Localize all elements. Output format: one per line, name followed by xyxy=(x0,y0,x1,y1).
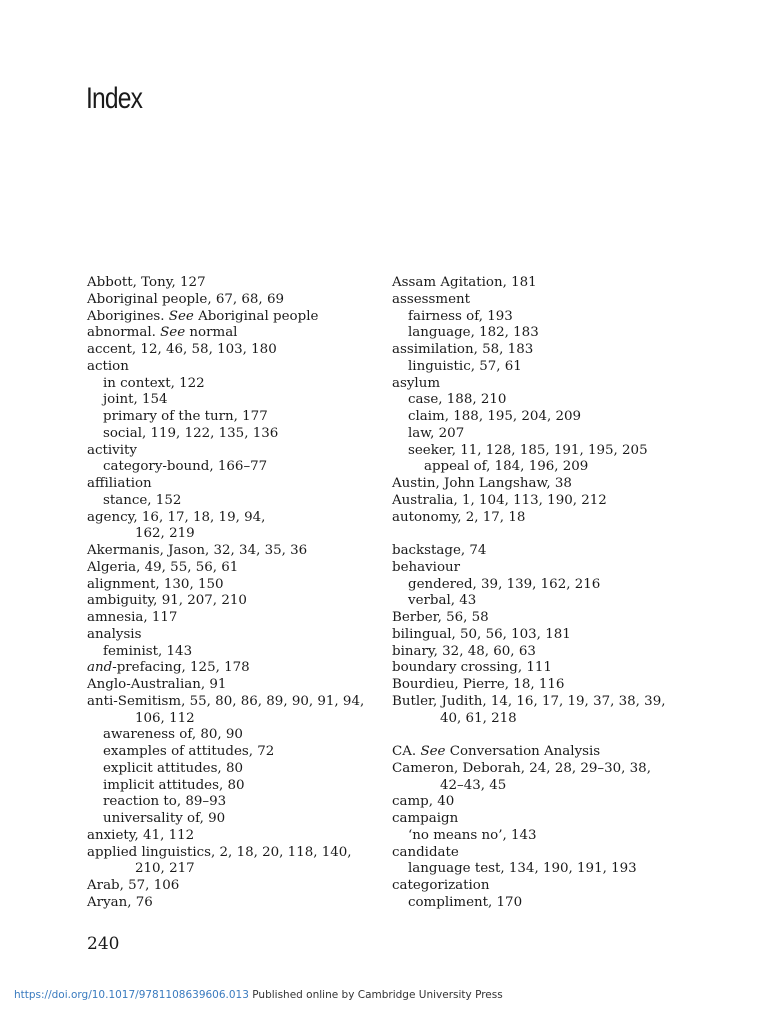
index-entry: Butler, Judith, 14, 16, 17, 19, 37, 38, 39, xyxy=(392,693,666,709)
index-entry: Akermanis, Jason, 32, 34, 35, 36 xyxy=(87,543,308,558)
index-subentry: explicit attitudes, 80 xyxy=(103,760,243,776)
index-entry: Cameron, Deborah, 24, 28, 29–30, 38, xyxy=(392,760,651,776)
index-entry: candidate xyxy=(392,844,459,860)
index-subentry: examples of attitudes, 72 xyxy=(103,744,275,759)
index-subentry: compliment, 170 xyxy=(408,894,523,910)
index-entry: applied linguistics, 2, 18, 20, 118, 140, xyxy=(87,844,352,860)
index-entry-text: Conversation Analysis xyxy=(445,744,601,759)
section-gap xyxy=(392,526,692,543)
index-entry: anti-Semitism, 55, 80, 86, 89, 90, 91, 94, xyxy=(87,693,365,709)
index-entry: Abbott, Tony, 127 xyxy=(87,275,206,290)
index-subentry: universality of, 90 xyxy=(103,811,226,826)
index-entry: Arab, 57, 106 xyxy=(87,878,180,893)
index-subentry: 40, 61, 218 xyxy=(440,710,517,726)
index-entry: assimilation, 58, 183 xyxy=(392,342,534,357)
index-subentry: awareness of, 80, 90 xyxy=(103,727,243,743)
index-entry: amnesia, 117 xyxy=(87,610,178,625)
index-subentry: verbal, 43 xyxy=(408,593,477,609)
doi-link[interactable]: https://doi.org/10.1017/9781108639606.013 xyxy=(14,989,249,1001)
index-subentry: primary of the turn, 177 xyxy=(103,409,268,424)
cross-reference-keyword: and xyxy=(87,660,113,676)
footer xyxy=(14,989,503,1001)
index-entry: alignment, 130, 150 xyxy=(87,576,224,592)
index-entry: activity xyxy=(87,442,137,458)
page-number: 240 xyxy=(87,934,120,954)
index-entry: ambiguity, 91, 207, 210 xyxy=(87,593,247,609)
index-subentry: joint, 154 xyxy=(103,392,168,408)
index-entry: analysis xyxy=(87,626,142,642)
index-subentry: language test, 134, 190, 191, 193 xyxy=(408,861,637,877)
index-subentry: appeal of, 184, 196, 209 xyxy=(424,459,589,475)
publisher-note: Published online by Cambridge University Press xyxy=(248,989,503,1001)
index-entry xyxy=(87,325,387,342)
index-subentry: stance, 152 xyxy=(103,492,182,508)
page-title: Index xyxy=(86,82,143,115)
index-subentry: language, 182, 183 xyxy=(408,325,539,341)
index-subentry: 162, 219 xyxy=(135,526,195,542)
index-entry: Australia, 1, 104, 113, 190, 212 xyxy=(392,492,607,508)
index-entry: agency, 16, 17, 18, 19, 94, xyxy=(87,509,266,525)
index-entry: Aboriginal people, 67, 68, 69 xyxy=(87,291,284,307)
index-subentry: category-bound, 166–77 xyxy=(103,459,268,475)
index-column-right xyxy=(392,275,692,912)
index-entry: Aryan, 76 xyxy=(87,894,153,910)
index-entry: autonomy, 2, 17, 18 xyxy=(392,509,526,525)
index-entry: categorization xyxy=(392,878,490,893)
index-subentry: law, 207 xyxy=(408,425,465,441)
index-subentry: 106, 112 xyxy=(135,710,195,726)
index-entry xyxy=(392,744,692,761)
index-subentry: implicit attitudes, 80 xyxy=(103,777,245,793)
index-entry: behaviour xyxy=(392,559,461,575)
index-entry-text: Aboriginal people xyxy=(193,308,319,324)
index-entry-text: abnormal. xyxy=(87,325,161,341)
index-entry: Assam Agitation, 181 xyxy=(392,275,537,290)
index-entry: bilingual, 50, 56, 103, 181 xyxy=(392,626,571,642)
index-subentry: claim, 188, 195, 204, 209 xyxy=(408,409,582,424)
index-entry: asylum xyxy=(392,375,441,391)
index-entry: boundary crossing, 111 xyxy=(392,660,552,676)
index-entry xyxy=(87,660,387,677)
index-entry: action xyxy=(87,358,129,374)
index-subentry: ‘no means no’, 143 xyxy=(408,827,537,843)
index-subentry: social, 119, 122, 135, 136 xyxy=(103,425,279,441)
index-entry: Algeria, 49, 55, 56, 61 xyxy=(87,559,239,575)
index-entry: Bourdieu, Pierre, 18, 116 xyxy=(392,677,565,692)
index-subentry: linguistic, 57, 61 xyxy=(408,358,522,374)
cross-reference-keyword: See xyxy=(160,325,186,341)
cross-reference-keyword: See xyxy=(168,308,194,324)
index-entry-text: CA. xyxy=(392,744,421,759)
index-entry xyxy=(87,309,387,326)
index-entry: Austin, John Langshaw, 38 xyxy=(392,476,572,491)
index-entry: binary, 32, 48, 60, 63 xyxy=(392,643,536,659)
index-entry: accent, 12, 46, 58, 103, 180 xyxy=(87,342,277,357)
index-entry: affiliation xyxy=(87,476,152,491)
index-subentry: reaction to, 89–93 xyxy=(103,794,227,810)
index-subentry: seeker, 11, 128, 185, 191, 195, 205 xyxy=(408,442,648,458)
index-subentry: fairness of, 193 xyxy=(408,308,513,324)
cross-reference-keyword: See xyxy=(420,744,446,759)
index-entry-text: Aborigines. xyxy=(87,308,169,324)
index-subentry: feminist, 143 xyxy=(103,643,193,659)
index-entry-text: normal xyxy=(185,325,238,341)
index-entry: Anglo-Australian, 91 xyxy=(87,677,227,692)
index-subentry: 210, 217 xyxy=(135,861,195,877)
index-entry: backstage, 74 xyxy=(392,543,487,558)
section-gap xyxy=(392,727,692,744)
index-entry: anxiety, 41, 112 xyxy=(87,827,195,843)
index-entry-text: -prefacing, 125, 178 xyxy=(112,660,250,676)
index-subentry: 42–43, 45 xyxy=(440,777,507,793)
index-subentry: case, 188, 210 xyxy=(408,392,507,408)
index-subentry: gendered, 39, 139, 162, 216 xyxy=(408,576,601,592)
index-entry: campaign xyxy=(392,811,459,826)
index-entry: camp, 40 xyxy=(392,794,455,810)
index-entry: Berber, 56, 58 xyxy=(392,610,489,625)
index-column-left xyxy=(87,275,387,912)
index-entry: assessment xyxy=(392,291,471,307)
index-subentry: in context, 122 xyxy=(103,375,205,391)
